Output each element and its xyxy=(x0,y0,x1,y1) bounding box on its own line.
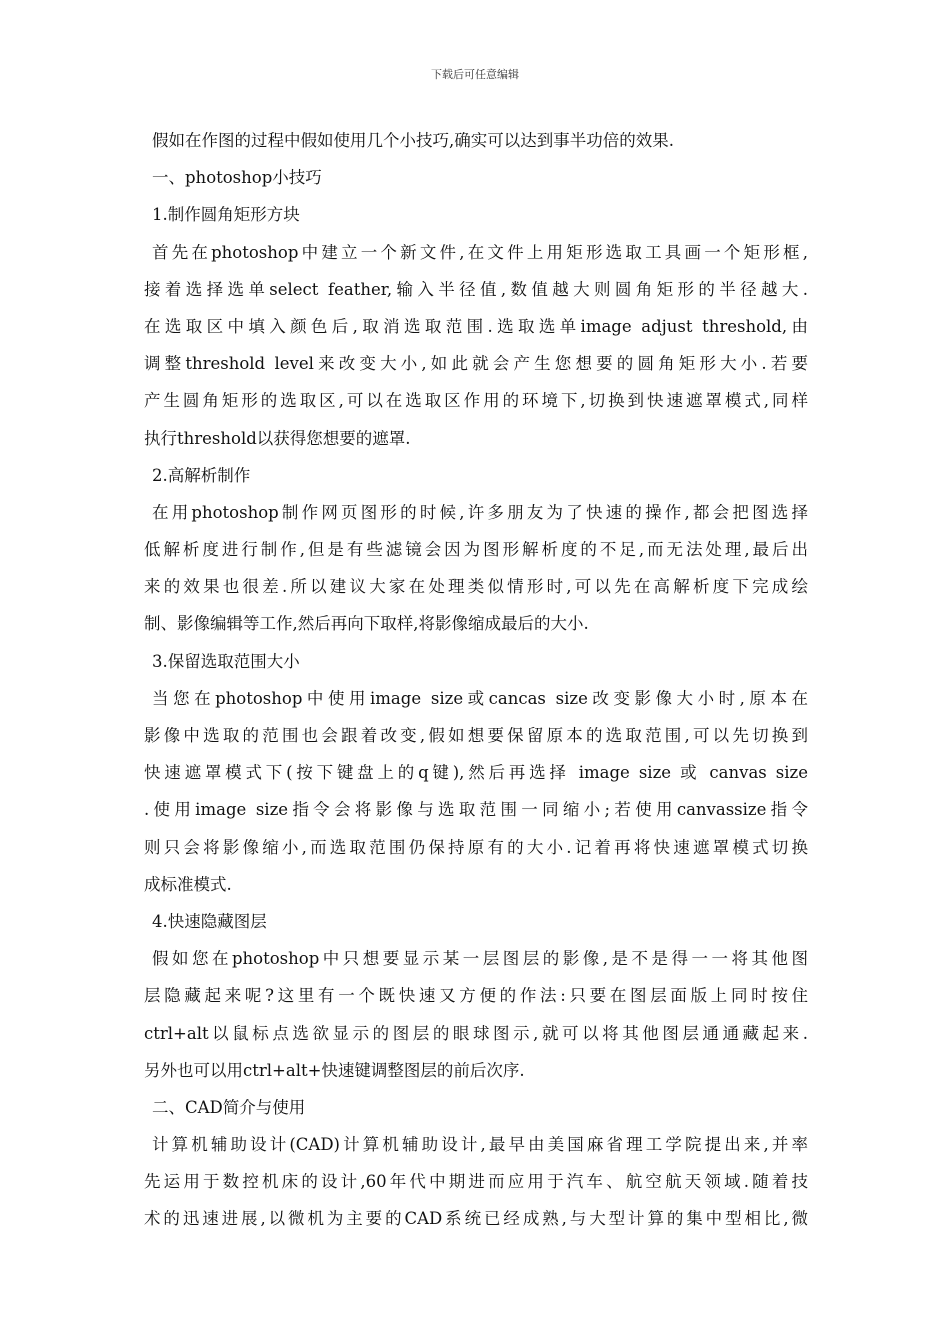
text-line: 2.高解析制作 xyxy=(152,465,251,485)
text-line: 当您在photoshop中使用image size或cancas size改变影像大小时,原本在 xyxy=(152,688,808,708)
text-line: 成标准模式. xyxy=(144,874,232,894)
text-line: 层隐藏起来呢?这里有一个既快速又方便的作法:只要在图层面版上同时按住 xyxy=(144,986,808,1006)
text-line: .使用image size指令会将影像与选取范围一同缩小;若使用canvassize指令 xyxy=(144,800,808,820)
text-line: 3.保留选取范围大小 xyxy=(152,651,300,671)
text-line: 假如在作图的过程中假如使用几个小技巧,确实可以达到事半功倍的效果. xyxy=(152,131,674,150)
text-line: 1.制作圆角矩形方块 xyxy=(152,205,300,225)
text-line: 另外也可以用ctrl+alt+快速键调整图层的前后次序. xyxy=(144,1060,525,1080)
text-line: 假如您在photoshop中只想要显示某一层图层的影像,是不是得一一将其他图 xyxy=(152,949,808,969)
text-line: 一、photoshop小技巧 xyxy=(152,168,322,188)
text-line: 则只会将影像缩小,而选取范围仍保持原有的大小.记着再将快速遮罩模式切换 xyxy=(144,837,808,857)
text-line: 执行threshold以获得您想要的遮罩. xyxy=(144,428,411,448)
page-header: 下载后可任意编辑 xyxy=(431,68,519,81)
text-line: 影像中选取的范围也会跟着改变,假如想要保留原本的选取范围,可以先切换到 xyxy=(144,726,808,745)
text-line: 计算机辅助设计(CAD)计算机辅助设计,最早由美国麻省理工学院提出来,并率 xyxy=(152,1135,808,1155)
document-body xyxy=(144,122,808,1238)
text-line: 术的迅速进展,以微机为主要的CAD系统已经成熟,与大型计算的集中型相比,微 xyxy=(144,1209,808,1229)
text-line: 在选取区中填入颜色后,取消选取范围.选取选单image adjust threshold,由 xyxy=(144,316,808,336)
text-line: 接着选择选单select feather,输入半径值,数值越大则圆角矩形的半径越大. xyxy=(144,279,808,299)
text-line: 在用photoshop制作网页图形的时候,许多朋友为了快速的操作,都会把图选择 xyxy=(152,502,808,522)
text-line: 4.快速隐藏图层 xyxy=(152,911,267,931)
text-line: ctrl+alt以鼠标点选欲显示的图层的眼球图示,就可以将其他图层通通藏起来. xyxy=(144,1023,808,1043)
text-line: 低解析度进行制作,但是有些滤镜会因为图形解析度的不足,而无法处理,最后出 xyxy=(144,540,808,560)
text-line: 来的效果也很差.所以建议大家在处理类似情形时,可以先在高解析度下完成绘 xyxy=(144,577,808,597)
text-line: 二、CAD简介与使用 xyxy=(152,1097,306,1117)
text-line: 调整threshold level来改变大小,如此就会产生您想要的圆角矩形大小.若要 xyxy=(144,354,808,374)
text-line: 产生圆角矩形的选取区,可以在选取区作用的环境下,切换到快速遮罩模式,同样 xyxy=(144,391,808,411)
text-line: 制、影像编辑等工作,然后再向下取样,将影像缩成最后的大小. xyxy=(144,614,589,634)
text-line: 快速遮罩模式下(按下键盘上的q键),然后再选择 image size 或 canvas size xyxy=(144,763,808,783)
text-line: 先运用于数控机床的设计,60年代中期进而应用于汽车、航空航天领域.随着技 xyxy=(144,1172,808,1192)
text-line: 首先在photoshop中建立一个新文件,在文件上用矩形选取工具画一个矩形框, xyxy=(152,242,808,262)
